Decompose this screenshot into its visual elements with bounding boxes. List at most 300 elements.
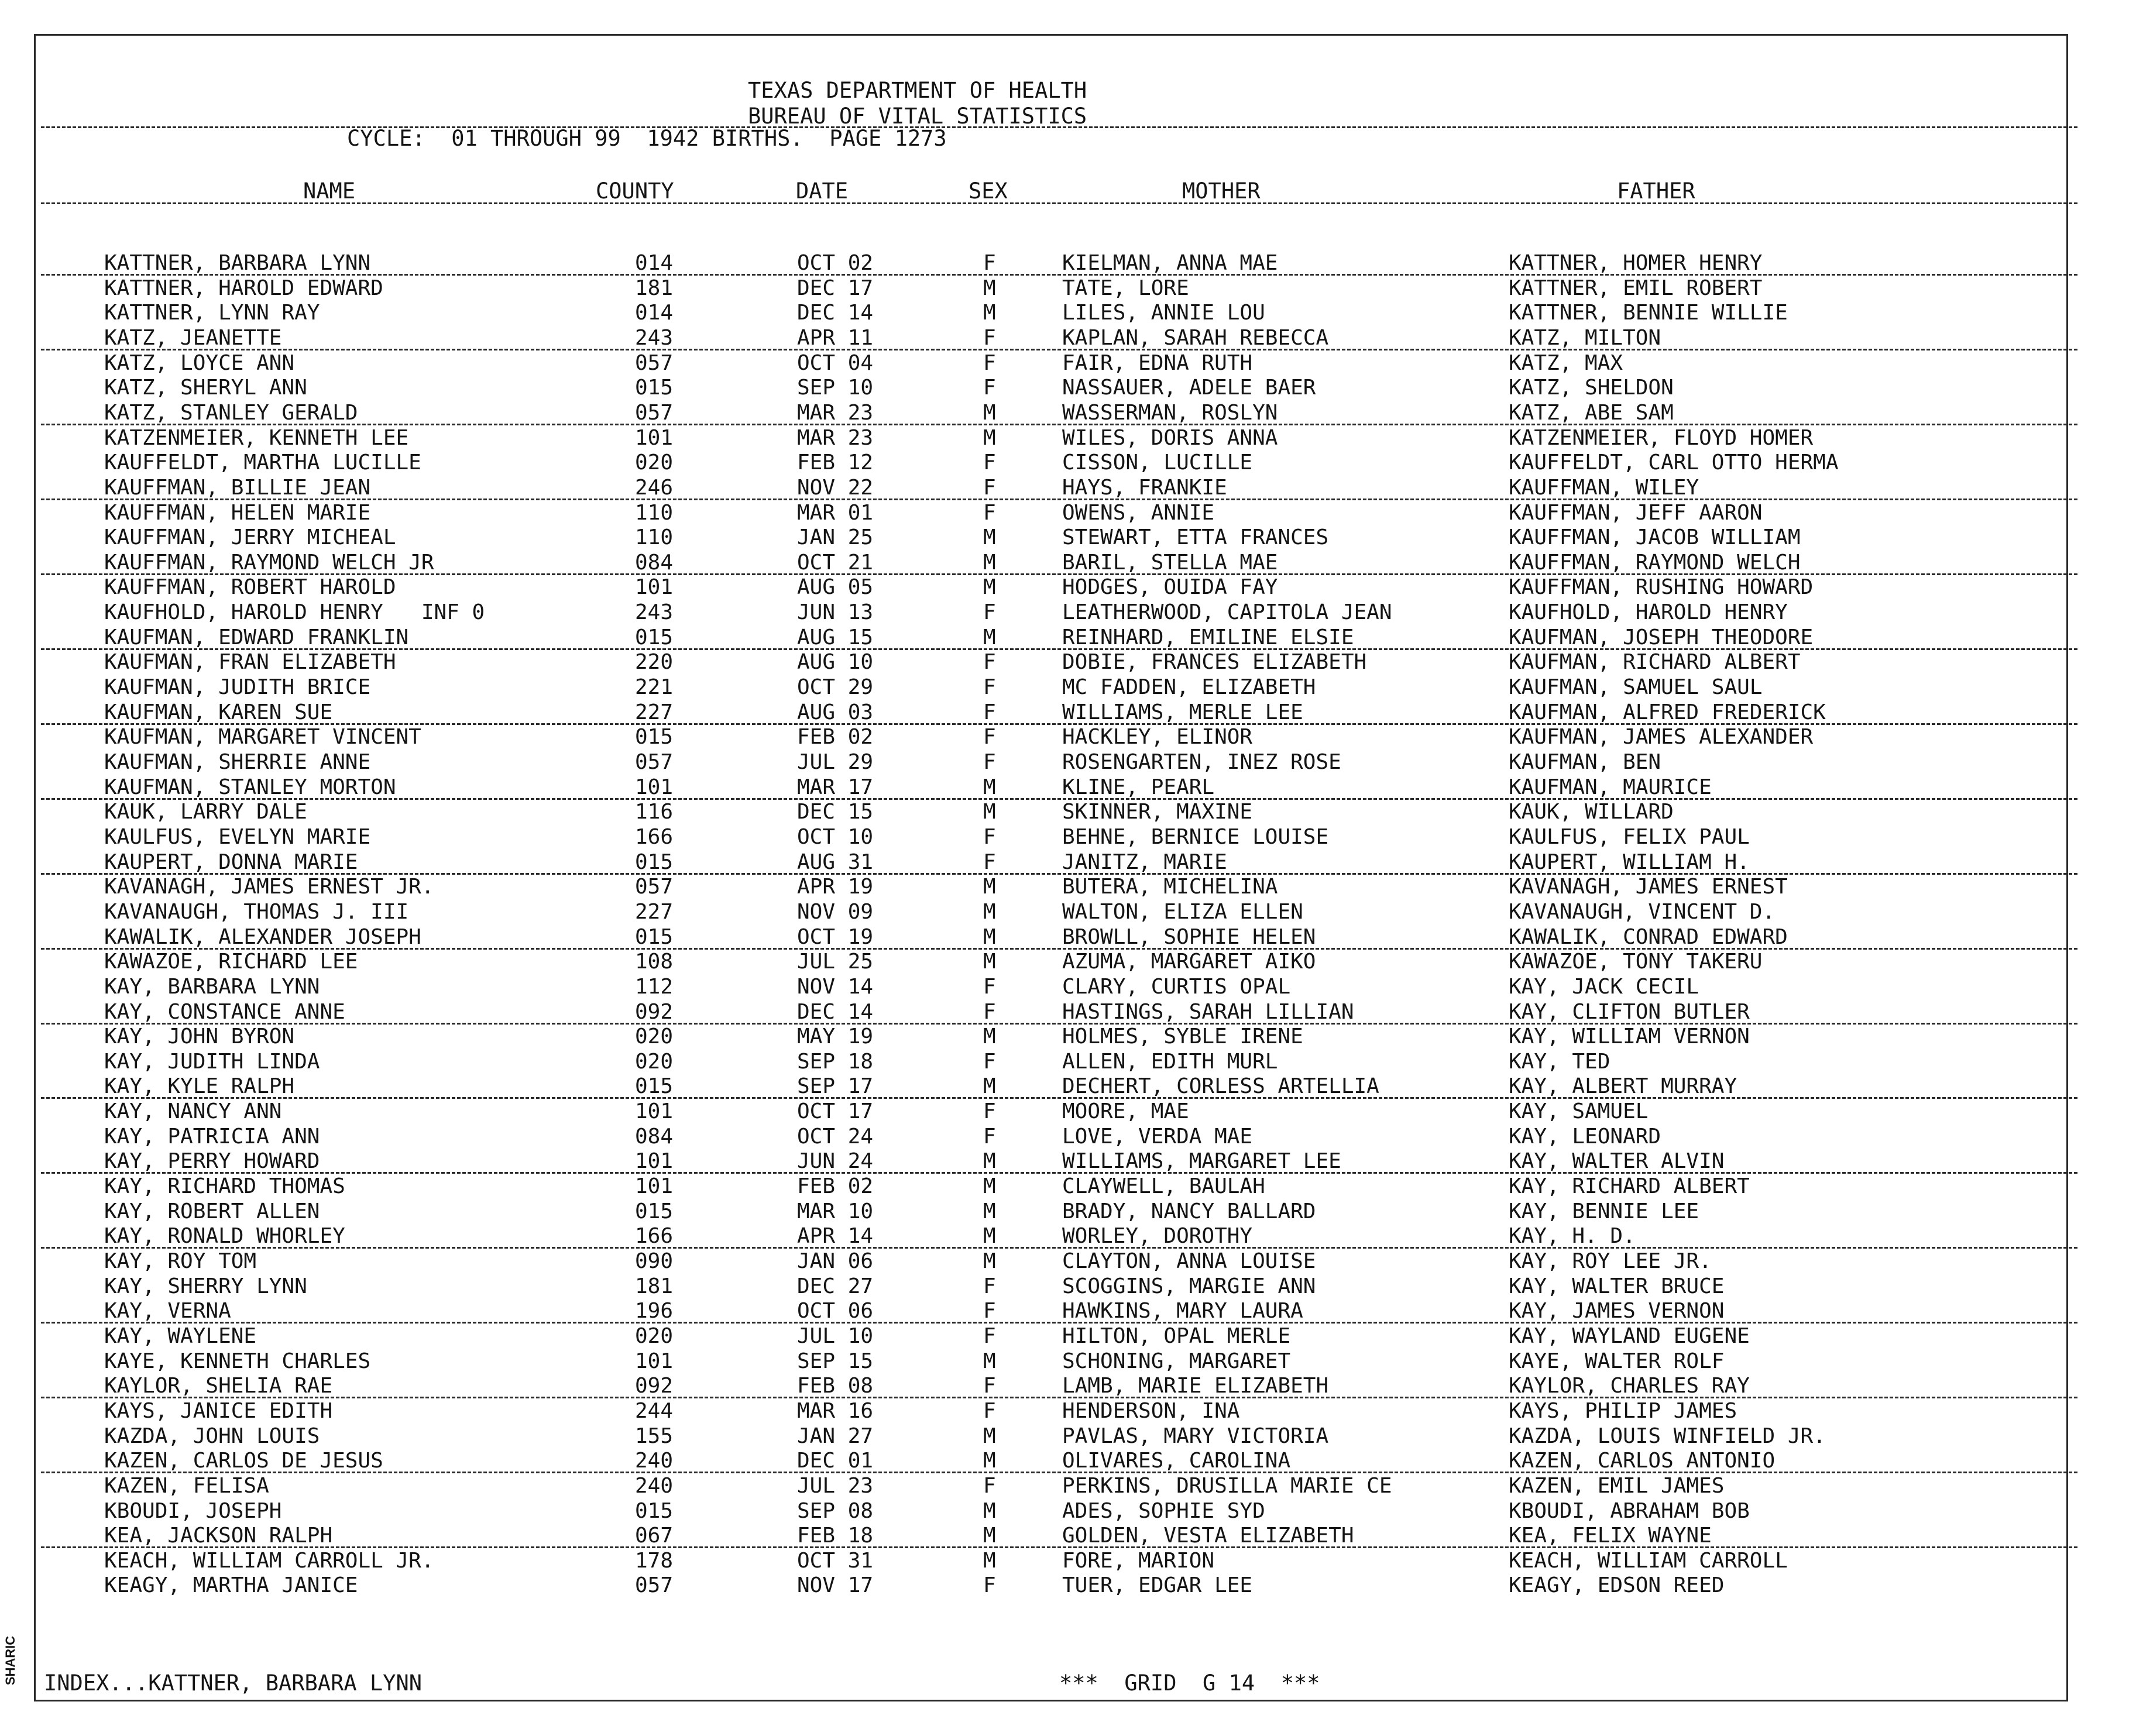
- cell-sex: F: [983, 1274, 996, 1298]
- cell-date: DEC 01: [797, 1449, 874, 1473]
- table-row: [0, 278, 2136, 302]
- header-title: TEXAS DEPARTMENT OF HEALTH: [748, 78, 1087, 103]
- cell-county: 101: [635, 425, 674, 450]
- cell-county: 057: [635, 875, 674, 899]
- cell-date: OCT 06: [797, 1299, 874, 1324]
- row-separator: [41, 424, 2077, 425]
- cell-sex: M: [983, 1249, 996, 1273]
- cell-mother: MC FADDEN, ELIZABETH: [1062, 675, 1316, 700]
- cell-sex: F: [983, 325, 996, 350]
- cell-sex: M: [983, 950, 996, 974]
- cell-name: KAWALIK, ALEXANDER JOSEPH: [104, 924, 421, 949]
- grid-reference: *** GRID G 14 ***: [1059, 1670, 1320, 1696]
- table-row: [0, 500, 2136, 527]
- cell-mother: OWENS, ANNIE: [1062, 500, 1215, 525]
- cell-county: 057: [635, 350, 674, 375]
- table-row: [0, 652, 2136, 676]
- cell-mother: BARIL, STELLA MAE: [1062, 550, 1278, 575]
- cell-name: KAULFUS, EVELYN MARIE: [104, 824, 371, 849]
- cell-county: 155: [635, 1424, 674, 1448]
- cell-mother: WALTON, ELIZA ELLEN: [1062, 899, 1303, 924]
- cell-county: 178: [635, 1548, 674, 1573]
- cell-name: KAY, SHERRY LYNN: [104, 1274, 307, 1298]
- cell-county: 243: [635, 600, 674, 625]
- cell-county: 116: [635, 800, 674, 824]
- row-separator: [41, 1546, 2077, 1548]
- cell-county: 221: [635, 675, 674, 700]
- cell-name: KAUFMAN, EDWARD FRANKLIN: [104, 625, 409, 649]
- cell-date: FEB 02: [797, 725, 874, 750]
- cell-name: KAUFFMAN, ROBERT HAROLD: [104, 575, 396, 600]
- cell-name: KAY, JUDITH LINDA: [104, 1049, 320, 1074]
- table-row: [0, 1351, 2136, 1376]
- cell-county: 057: [635, 400, 674, 425]
- cell-mother: TATE, LORE: [1062, 276, 1189, 300]
- table-row: [0, 951, 2136, 976]
- cell-date: MAR 23: [797, 400, 874, 425]
- cell-name: KAY, NANCY ANN: [104, 1099, 282, 1124]
- cell-date: MAR 23: [797, 425, 874, 450]
- row-separator: [41, 648, 2077, 650]
- cell-father: KAUFMAN, BEN: [1509, 750, 1661, 774]
- table-row: [0, 1101, 2136, 1126]
- cell-father: KAUFFMAN, RUSHING HOWARD: [1509, 575, 1814, 600]
- cell-father: KAY, BENNIE LEE: [1509, 1199, 1699, 1223]
- row-separator: [41, 274, 2077, 276]
- cell-father: KAUFFMAN, RAYMOND WELCH: [1509, 550, 1801, 575]
- cell-county: 015: [635, 725, 674, 750]
- cell-father: KAYS, PHILIP JAMES: [1509, 1398, 1737, 1423]
- cell-date: DEC 27: [797, 1274, 874, 1298]
- cell-date: APR 11: [797, 325, 874, 350]
- cell-name: KAUFMAN, JUDITH BRICE: [104, 675, 371, 700]
- table-row: [0, 452, 2136, 477]
- cell-date: OCT 31: [797, 1548, 874, 1573]
- cell-mother: BUTERA, MICHELINA: [1062, 875, 1278, 899]
- row-separator: [41, 1023, 2077, 1025]
- cell-date: DEC 15: [797, 800, 874, 824]
- cell-mother: GOLDEN, VESTA ELIZABETH: [1062, 1524, 1354, 1548]
- cell-father: KAZEN, EMIL JAMES: [1509, 1473, 1725, 1498]
- cell-mother: WORLEY, DOROTHY: [1062, 1224, 1253, 1249]
- cell-mother: REINHARD, EMILINE ELSIE: [1062, 625, 1354, 649]
- cell-father: KAY, WAYLAND EUGENE: [1509, 1324, 1750, 1348]
- cell-county: 196: [635, 1299, 674, 1324]
- cell-sex: F: [983, 974, 996, 999]
- cell-father: KAY, WALTER BRUCE: [1509, 1274, 1725, 1298]
- cell-mother: STEWART, ETTA FRANCES: [1062, 525, 1329, 550]
- cell-father: KAY, ALBERT MURRAY: [1509, 1074, 1737, 1099]
- cell-sex: F: [983, 725, 996, 750]
- row-separator: [41, 1472, 2077, 1473]
- table-row: [0, 1201, 2136, 1226]
- cell-name: KAY, PATRICIA ANN: [104, 1124, 320, 1149]
- cell-father: KAUFFELDT, CARL OTTO HERMA: [1509, 451, 1839, 475]
- header-divider: [41, 126, 2077, 128]
- cell-date: MAR 16: [797, 1398, 874, 1423]
- cell-mother: NASSAUER, ADELE BAER: [1062, 376, 1316, 400]
- cell-mother: LEATHERWOOD, CAPITOLA JEAN: [1062, 600, 1392, 625]
- row-separator: [41, 1322, 2077, 1324]
- cell-county: 015: [635, 1199, 674, 1223]
- cell-name: KAY, RICHARD THOMAS: [104, 1174, 345, 1199]
- cell-sex: M: [983, 1074, 996, 1099]
- cell-name: KATZENMEIER, KENNETH LEE: [104, 425, 409, 450]
- cell-date: DEC 14: [797, 999, 874, 1024]
- table-row: [0, 1176, 2136, 1201]
- cell-sex: M: [983, 550, 996, 575]
- cell-county: 246: [635, 475, 674, 500]
- cell-father: KEACH, WILLIAM CARROLL: [1509, 1548, 1788, 1573]
- cell-sex: F: [983, 675, 996, 700]
- cell-date: JAN 25: [797, 525, 874, 550]
- cell-mother: FAIR, EDNA RUTH: [1062, 350, 1253, 375]
- cell-county: 243: [635, 325, 674, 350]
- cell-mother: WILLIAMS, MERLE LEE: [1062, 700, 1303, 724]
- header-subtitle: BUREAU OF VITAL STATISTICS: [748, 104, 1087, 129]
- cell-date: NOV 14: [797, 974, 874, 999]
- cell-mother: ADES, SOPHIE SYD: [1062, 1498, 1265, 1523]
- column-header-name: NAME: [303, 178, 356, 204]
- cell-father: KATTNER, HOMER HENRY: [1509, 251, 1763, 275]
- cell-father: KAY, JACK CECIL: [1509, 974, 1699, 999]
- cell-date: OCT 10: [797, 824, 874, 849]
- cell-father: KAUPERT, WILLIAM H.: [1509, 850, 1750, 874]
- cell-sex: F: [983, 1049, 996, 1074]
- cell-sex: F: [983, 475, 996, 500]
- cell-father: KAZDA, LOUIS WINFIELD JR.: [1509, 1424, 1826, 1448]
- cell-sex: M: [983, 1199, 996, 1223]
- row-separator: [41, 349, 2077, 350]
- cell-date: FEB 12: [797, 451, 874, 475]
- cell-father: KAY, SAMUEL: [1509, 1099, 1649, 1124]
- cell-county: 240: [635, 1449, 674, 1473]
- cell-sex: F: [983, 1124, 996, 1149]
- cell-mother: KIELMAN, ANNA MAE: [1062, 251, 1278, 275]
- cell-father: KATZ, SHELDON: [1509, 376, 1674, 400]
- cell-name: KEA, JACKSON RALPH: [104, 1524, 333, 1548]
- table-row: [0, 727, 2136, 751]
- cell-date: AUG 03: [797, 700, 874, 724]
- cell-sex: M: [983, 1524, 996, 1548]
- cell-county: 181: [635, 1274, 674, 1298]
- cell-sex: M: [983, 425, 996, 450]
- cell-date: APR 19: [797, 875, 874, 899]
- cell-father: KAY, WALTER ALVIN: [1509, 1149, 1725, 1174]
- cell-county: 108: [635, 950, 674, 974]
- cell-mother: AZUMA, MARGARET AIKO: [1062, 950, 1316, 974]
- cell-father: KAUFFMAN, WILEY: [1509, 475, 1699, 500]
- cell-father: KATZ, MAX: [1509, 350, 1623, 375]
- cell-father: KEA, FELIX WAYNE: [1509, 1524, 1712, 1548]
- cell-date: OCT 19: [797, 924, 874, 949]
- cell-father: KAYE, WALTER ROLF: [1509, 1349, 1725, 1373]
- cell-mother: BEHNE, BERNICE LOUISE: [1062, 824, 1329, 849]
- cell-father: KATZ, ABE SAM: [1509, 400, 1674, 425]
- cell-mother: LAMB, MARIE ELIZABETH: [1062, 1374, 1329, 1398]
- cell-sex: F: [983, 999, 996, 1024]
- cell-sex: F: [983, 376, 996, 400]
- cell-name: KATZ, SHERYL ANN: [104, 376, 307, 400]
- cell-sex: M: [983, 575, 996, 600]
- cell-date: JUL 25: [797, 950, 874, 974]
- cell-county: 220: [635, 650, 674, 675]
- cell-date: NOV 09: [797, 899, 874, 924]
- cell-county: 181: [635, 276, 674, 300]
- cell-county: 101: [635, 1349, 674, 1373]
- cell-sex: F: [983, 451, 996, 475]
- cell-county: 092: [635, 1374, 674, 1398]
- cell-sex: M: [983, 1224, 996, 1249]
- cell-name: KAYLOR, SHELIA RAE: [104, 1374, 333, 1398]
- cell-county: 101: [635, 1174, 674, 1199]
- cell-sex: M: [983, 1025, 996, 1049]
- cell-county: 244: [635, 1398, 674, 1423]
- cell-name: KAVANAUGH, THOMAS J. III: [104, 899, 409, 924]
- cell-county: 090: [635, 1249, 674, 1273]
- table-row: [0, 1498, 2136, 1525]
- cell-date: JUL 23: [797, 1473, 874, 1498]
- cell-name: KAUPERT, DONNA MARIE: [104, 850, 358, 874]
- row-separator: [41, 948, 2077, 950]
- cell-name: KEACH, WILLIAM CARROLL JR.: [104, 1548, 434, 1573]
- cell-county: 112: [635, 974, 674, 999]
- cell-sex: M: [983, 525, 996, 550]
- cell-name: KATTNER, LYNN RAY: [104, 301, 320, 325]
- cell-name: KAY, VERNA: [104, 1299, 231, 1324]
- cell-name: KATZ, JEANETTE: [104, 325, 282, 350]
- cycle-line: CYCLE: 01 THROUGH 99 1942 BIRTHS. PAGE 1273: [347, 126, 947, 151]
- table-row: [0, 1548, 2136, 1575]
- cell-name: KAY, WAYLENE: [104, 1324, 257, 1348]
- cell-father: KAUFMAN, JAMES ALEXANDER: [1509, 725, 1814, 750]
- cell-mother: JANITZ, MARIE: [1062, 850, 1227, 874]
- table-row: [0, 1251, 2136, 1276]
- cell-father: KATZENMEIER, FLOYD HOMER: [1509, 425, 1814, 450]
- cell-county: 015: [635, 850, 674, 874]
- cell-date: FEB 02: [797, 1174, 874, 1199]
- cell-name: KEAGY, MARTHA JANICE: [104, 1573, 358, 1598]
- column-header-county: COUNTY: [596, 178, 674, 204]
- cell-mother: SCHONING, MARGARET: [1062, 1349, 1291, 1373]
- cell-date: FEB 18: [797, 1524, 874, 1548]
- cell-sex: F: [983, 1299, 996, 1324]
- cell-date: MAR 17: [797, 775, 874, 799]
- cell-mother: HASTINGS, SARAH LILLIAN: [1062, 999, 1354, 1024]
- cell-sex: M: [983, 1548, 996, 1573]
- cell-mother: HODGES, OUIDA FAY: [1062, 575, 1278, 600]
- table-row: [0, 302, 2136, 327]
- cell-mother: DECHERT, CORLESS ARTELLIA: [1062, 1074, 1379, 1099]
- cell-county: 101: [635, 775, 674, 799]
- cell-sex: M: [983, 875, 996, 899]
- cell-date: OCT 04: [797, 350, 874, 375]
- cell-mother: TUER, EDGAR LEE: [1062, 1573, 1253, 1598]
- cell-father: KATTNER, BENNIE WILLIE: [1509, 301, 1788, 325]
- cell-name: KAUFFMAN, JERRY MICHEAL: [104, 525, 396, 550]
- cell-county: 020: [635, 451, 674, 475]
- cell-name: KAUFFMAN, RAYMOND WELCH JR: [104, 550, 434, 575]
- cell-father: KAUFFMAN, JEFF AARON: [1509, 500, 1763, 525]
- cell-father: KAWAZOE, TONY TAKERU: [1509, 950, 1763, 974]
- cell-sex: M: [983, 899, 996, 924]
- cell-sex: F: [983, 700, 996, 724]
- cell-mother: HAYS, FRANKIE: [1062, 475, 1227, 500]
- cell-date: AUG 15: [797, 625, 874, 649]
- cell-date: DEC 14: [797, 301, 874, 325]
- table-row: [0, 1398, 2136, 1425]
- cell-name: KAZEN, FELISA: [104, 1473, 269, 1498]
- table-row: [0, 1473, 2136, 1500]
- cell-name: KAUFMAN, SHERRIE ANNE: [104, 750, 371, 774]
- row-separator: [41, 798, 2077, 800]
- cell-father: KAUFMAN, RICHARD ALBERT: [1509, 650, 1801, 675]
- cell-mother: HENDERSON, INA: [1062, 1398, 1240, 1423]
- cell-name: KATTNER, HAROLD EDWARD: [104, 276, 383, 300]
- cell-name: KATZ, STANLEY GERALD: [104, 400, 358, 425]
- cell-date: JUN 13: [797, 600, 874, 625]
- table-row: [0, 1575, 2136, 1600]
- cell-date: OCT 02: [797, 251, 874, 275]
- cell-name: KAZEN, CARLOS DE JESUS: [104, 1449, 383, 1473]
- cell-father: KAULFUS, FELIX PAUL: [1509, 824, 1750, 849]
- cell-name: KAYE, KENNETH CHARLES: [104, 1349, 371, 1373]
- cell-father: KAY, H. D.: [1509, 1224, 1636, 1249]
- cell-mother: LILES, ANNIE LOU: [1062, 301, 1265, 325]
- cell-father: KAUFMAN, SAMUEL SAUL: [1509, 675, 1763, 700]
- cell-county: 227: [635, 899, 674, 924]
- side-label: [4, 1627, 21, 1697]
- cell-date: SEP 08: [797, 1498, 874, 1523]
- cell-sex: F: [983, 1324, 996, 1348]
- cell-name: KAUK, LARRY DALE: [104, 800, 307, 824]
- cell-father: KAUFMAN, MAURICE: [1509, 775, 1712, 799]
- cell-father: KAY, WILLIAM VERNON: [1509, 1025, 1750, 1049]
- cell-mother: WILES, DORIS ANNA: [1062, 425, 1278, 450]
- cell-name: KATTNER, BARBARA LYNN: [104, 251, 371, 275]
- cell-mother: LOVE, VERDA MAE: [1062, 1124, 1253, 1149]
- cell-sex: F: [983, 350, 996, 375]
- cell-sex: M: [983, 625, 996, 649]
- cell-mother: HACKLEY, ELINOR: [1062, 725, 1253, 750]
- cell-father: KAUFFMAN, JACOB WILLIAM: [1509, 525, 1801, 550]
- cell-mother: KLINE, PEARL: [1062, 775, 1215, 799]
- table-row: [0, 350, 2136, 377]
- cell-date: SEP 10: [797, 376, 874, 400]
- cell-sex: F: [983, 600, 996, 625]
- cell-mother: CLAYWELL, BAULAH: [1062, 1174, 1265, 1199]
- cell-date: SEP 15: [797, 1349, 874, 1373]
- cell-name: KAUFHOLD, HAROLD HENRY INF 0: [104, 600, 485, 625]
- table-row: [0, 1051, 2136, 1076]
- cell-date: OCT 29: [797, 675, 874, 700]
- cell-father: KAZEN, CARLOS ANTONIO: [1509, 1449, 1776, 1473]
- cell-sex: M: [983, 1149, 996, 1174]
- cell-name: KAVANAGH, JAMES ERNEST JR.: [104, 875, 434, 899]
- table-row: [0, 602, 2136, 627]
- table-row: [0, 677, 2136, 702]
- cell-date: NOV 17: [797, 1573, 874, 1598]
- cell-sex: F: [983, 1398, 996, 1423]
- cell-father: KAY, CLIFTON BUTLER: [1509, 999, 1750, 1024]
- cell-mother: FORE, MARION: [1062, 1548, 1215, 1573]
- cell-name: KAUFMAN, KAREN SUE: [104, 700, 333, 724]
- cell-father: KATZ, MILTON: [1509, 325, 1661, 350]
- cell-sex: M: [983, 775, 996, 799]
- cell-sex: M: [983, 276, 996, 300]
- cell-sex: M: [983, 800, 996, 824]
- cell-sex: F: [983, 1374, 996, 1398]
- cell-father: KEAGY, EDSON REED: [1509, 1573, 1725, 1598]
- cell-county: 092: [635, 999, 674, 1024]
- cell-date: MAY 19: [797, 1025, 874, 1049]
- cell-father: KAYLOR, CHARLES RAY: [1509, 1374, 1750, 1398]
- cell-sex: M: [983, 1174, 996, 1199]
- row-separator: [41, 873, 2077, 875]
- cell-mother: HAWKINS, MARY LAURA: [1062, 1299, 1303, 1324]
- cell-father: KAY, JAMES VERNON: [1509, 1299, 1725, 1324]
- cell-county: 015: [635, 1498, 674, 1523]
- cell-county: 101: [635, 1149, 674, 1174]
- cell-county: 015: [635, 376, 674, 400]
- cell-mother: MOORE, MAE: [1062, 1099, 1189, 1124]
- cell-name: KAY, ROY TOM: [104, 1249, 257, 1273]
- cell-name: KBOUDI, JOSEPH: [104, 1498, 282, 1523]
- cell-name: KATZ, LOYCE ANN: [104, 350, 295, 375]
- cell-name: KAY, BARBARA LYNN: [104, 974, 320, 999]
- column-header-father: FATHER: [1617, 178, 1695, 204]
- table-row: [0, 752, 2136, 776]
- cell-sex: F: [983, 1099, 996, 1124]
- cell-date: MAR 01: [797, 500, 874, 525]
- cell-mother: CLAYTON, ANNA LOUISE: [1062, 1249, 1316, 1273]
- cell-county: 067: [635, 1524, 674, 1548]
- cell-name: KAUFFELDT, MARTHA LUCILLE: [104, 451, 421, 475]
- cell-date: SEP 18: [797, 1049, 874, 1074]
- table-row: [0, 1426, 2136, 1450]
- side-label-text: SHARIC: [3, 1635, 18, 1686]
- cell-mother: SCOGGINS, MARGIE ANN: [1062, 1274, 1316, 1298]
- cell-date: APR 14: [797, 1224, 874, 1249]
- cell-date: JAN 27: [797, 1424, 874, 1448]
- cell-father: KAUFMAN, JOSEPH THEODORE: [1509, 625, 1814, 649]
- cell-sex: M: [983, 1349, 996, 1373]
- cell-father: KATTNER, EMIL ROBERT: [1509, 276, 1763, 300]
- cell-father: KAVANAGH, JAMES ERNEST: [1509, 875, 1788, 899]
- cell-name: KAUFFMAN, BILLIE JEAN: [104, 475, 371, 500]
- cell-name: KAY, CONSTANCE ANNE: [104, 999, 345, 1024]
- cell-county: 166: [635, 1224, 674, 1249]
- cell-sex: M: [983, 301, 996, 325]
- row-separator: [41, 1172, 2077, 1174]
- table-row: [0, 824, 2136, 851]
- cell-name: KAUFMAN, MARGARET VINCENT: [104, 725, 421, 750]
- table-row: [0, 1126, 2136, 1151]
- cell-name: KAY, KYLE RALPH: [104, 1074, 295, 1099]
- cell-county: 015: [635, 625, 674, 649]
- cell-father: KAUFHOLD, HAROLD HENRY: [1509, 600, 1788, 625]
- cell-county: 020: [635, 1049, 674, 1074]
- cell-county: 084: [635, 1124, 674, 1149]
- cell-sex: M: [983, 1424, 996, 1448]
- index-line: INDEX...KATTNER, BARBARA LYNN: [44, 1670, 423, 1696]
- cell-county: 015: [635, 1074, 674, 1099]
- cell-name: KAUFFMAN, HELEN MARIE: [104, 500, 371, 525]
- cell-father: KAY, RICHARD ALBERT: [1509, 1174, 1750, 1199]
- cell-county: 057: [635, 750, 674, 774]
- table-row: [0, 1326, 2136, 1350]
- cell-date: OCT 17: [797, 1099, 874, 1124]
